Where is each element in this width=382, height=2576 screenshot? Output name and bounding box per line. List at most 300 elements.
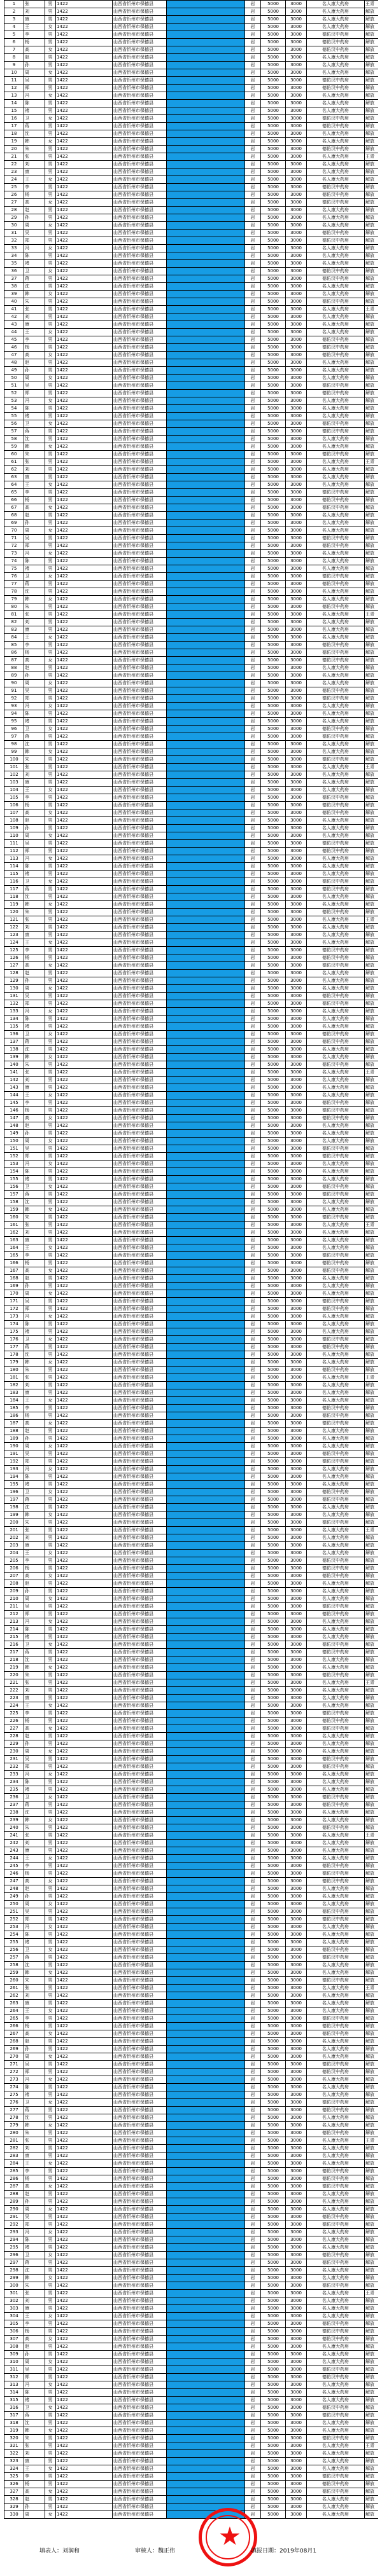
- table-cell: 219: [4, 1664, 24, 1672]
- table-cell: 卫: [24, 1641, 45, 1649]
- table-cell: 1422: [56, 2397, 113, 2404]
- table-cell: 265: [4, 2015, 24, 2023]
- table-row: [4, 1878, 379, 1885]
- table-cell: 名人康大药房: [307, 1924, 365, 1931]
- table-cell: 1422: [56, 2336, 113, 2343]
- table-cell: 名人康大药房: [307, 1084, 365, 1092]
- table-cell: 岩: [245, 1817, 261, 1824]
- table-cell: 1422: [56, 2236, 113, 2244]
- table-cell: 杨: [24, 1870, 45, 1878]
- table-cell: 张: [24, 2137, 45, 2145]
- table-cell: 王青: [365, 1069, 379, 1077]
- table-row: [4, 1229, 379, 1237]
- table-cell: 男: [45, 1801, 56, 1809]
- table-row: [4, 1809, 379, 1817]
- redacted-cell: [167, 1611, 245, 1618]
- table-cell: 岩: [245, 1351, 261, 1359]
- table-cell: 5000: [261, 1115, 286, 1122]
- table-cell: 3000: [286, 8, 307, 16]
- table-cell: 1422: [56, 1588, 113, 1595]
- table-cell: 岩: [245, 932, 261, 939]
- table-cell: 德佑汉中药房: [307, 489, 365, 497]
- table-cell: 男: [45, 230, 56, 237]
- table-cell: 5000: [261, 1672, 286, 1679]
- table-cell: 岩: [245, 169, 261, 176]
- table-cell: 解放: [365, 1336, 379, 1344]
- table-cell: 3000: [286, 24, 307, 31]
- redacted-cell: [167, 359, 245, 367]
- redacted-cell: [167, 1649, 245, 1656]
- table-cell: 男: [45, 2435, 56, 2442]
- table-cell: 3000: [286, 977, 307, 985]
- table-cell: 242: [4, 1840, 24, 1847]
- table-cell: 山西省忻州市保德县: [113, 565, 167, 573]
- table-cell: 名人康大药房: [307, 1290, 365, 1298]
- table-cell: 康: [24, 2152, 45, 2160]
- table-cell: 男: [45, 1931, 56, 1939]
- table-cell: 34: [4, 252, 24, 260]
- table-cell: 山西省忻州市保德县: [113, 1298, 167, 1305]
- table-cell: 解放: [365, 1283, 379, 1290]
- table-cell: 291: [4, 2214, 24, 2221]
- table-cell: 男: [45, 1450, 56, 1458]
- table-cell: 5000: [261, 2114, 286, 2122]
- table-cell: 女: [45, 809, 56, 817]
- table-row: [4, 1756, 379, 1763]
- table-cell: 赵: [24, 1428, 45, 1435]
- table-cell: 3000: [286, 214, 307, 222]
- table-cell: 5000: [261, 1321, 286, 1328]
- table-row: [4, 1542, 379, 1550]
- table-cell: 319: [4, 2427, 24, 2435]
- table-cell: 1422: [56, 1939, 113, 1946]
- table-cell: 山西省忻州市保德县: [113, 1481, 167, 1489]
- table-row: [4, 588, 379, 596]
- table-cell: 解放: [365, 2221, 379, 2229]
- table-cell: 3000: [286, 657, 307, 665]
- table-cell: 5000: [261, 138, 286, 146]
- table-cell: 男: [45, 1229, 56, 1237]
- table-row: [4, 565, 379, 573]
- table-cell: 女: [45, 2511, 56, 2519]
- table-cell: 山西省忻州市保德县: [113, 2236, 167, 2244]
- table-cell: 5000: [261, 2511, 286, 2519]
- table-row: [4, 2381, 379, 2389]
- table-cell: 岩: [245, 733, 261, 741]
- table-row: [4, 2351, 379, 2359]
- redacted-cell: [167, 924, 245, 932]
- table-cell: 5000: [261, 1351, 286, 1359]
- table-cell: 322: [4, 2450, 24, 2458]
- table-cell: 男: [45, 779, 56, 787]
- table-row: [4, 298, 379, 306]
- table-cell: 5000: [261, 1618, 286, 1626]
- table-cell: 女: [45, 397, 56, 405]
- table-cell: 1422: [56, 1222, 113, 1229]
- table-cell: 男: [45, 1756, 56, 1763]
- table-cell: 德佑汉中药房: [307, 573, 365, 581]
- table-row: [4, 1557, 379, 1565]
- table-cell: 5000: [261, 1748, 286, 1756]
- table-cell: 解放: [365, 1779, 379, 1786]
- table-cell: 1422: [56, 2290, 113, 2297]
- table-cell: 岩: [245, 397, 261, 405]
- table-cell: 1422: [56, 214, 113, 222]
- table-cell: 岩: [245, 2511, 261, 2519]
- table-cell: 山西省忻州市保德县: [113, 1840, 167, 1847]
- table-cell: 1422: [56, 1763, 113, 1771]
- table-cell: 3000: [286, 146, 307, 153]
- table-cell: 岩: [245, 2053, 261, 2061]
- redacted-cell: [167, 802, 245, 809]
- table-cell: 山西省忻州市保德县: [113, 1313, 167, 1321]
- table-cell: 3000: [286, 2297, 307, 2305]
- table-cell: 解放: [365, 344, 379, 352]
- table-cell: 男: [45, 2481, 56, 2488]
- redacted-cell: [167, 1931, 245, 1939]
- table-cell: 3000: [286, 1183, 307, 1191]
- table-cell: 23: [4, 169, 24, 176]
- table-cell: 山西省忻州市保德县: [113, 2030, 167, 2038]
- table-row: [4, 1275, 379, 1283]
- table-cell: 王: [24, 176, 45, 184]
- table-cell: 女: [45, 222, 56, 230]
- table-cell: 名人康大药房: [307, 1122, 365, 1130]
- table-row: [4, 794, 379, 802]
- table-row: [4, 2046, 379, 2053]
- table-row: [4, 1367, 379, 1374]
- table-cell: 名人康大药房: [307, 1229, 365, 1237]
- table-cell: 男: [45, 2091, 56, 2099]
- table-cell: 名人康大药房: [307, 1992, 365, 2000]
- table-cell: 1422: [56, 1473, 113, 1481]
- table-cell: 310: [4, 2359, 24, 2366]
- table-cell: 女: [45, 2053, 56, 2061]
- table-cell: 女: [45, 1725, 56, 1733]
- table-cell: 名人康大药房: [307, 306, 365, 313]
- table-cell: 名人康大药房: [307, 466, 365, 474]
- table-cell: 周: [24, 1138, 45, 1145]
- table-cell: 解放: [365, 2191, 379, 2198]
- table-cell: 女: [45, 1618, 56, 1626]
- table-cell: 山西省忻州市保德县: [113, 1626, 167, 1634]
- table-cell: 1422: [56, 1214, 113, 1222]
- table-cell: 94: [4, 710, 24, 718]
- table-cell: 德佑汉中药房: [307, 649, 365, 657]
- table-cell: 韩: [24, 1359, 45, 1367]
- table-cell: 名人康大药房: [307, 558, 365, 565]
- table-cell: 214: [4, 1626, 24, 1634]
- table-row: [4, 191, 379, 199]
- table-cell: 山西省忻州市保德县: [113, 2496, 167, 2504]
- table-cell: 5000: [261, 489, 286, 497]
- table-cell: 陈: [24, 2389, 45, 2397]
- table-cell: 解放: [365, 2320, 379, 2328]
- table-cell: 3000: [286, 443, 307, 451]
- table-cell: 解放: [365, 1153, 379, 1161]
- table-cell: 3000: [286, 115, 307, 123]
- table-cell: 85: [4, 642, 24, 649]
- table-cell: 德佑汉中药房: [307, 2130, 365, 2137]
- table-cell: 5000: [261, 1489, 286, 1496]
- table-cell: 岩: [245, 1222, 261, 1229]
- table-row: [4, 1977, 379, 1985]
- table-cell: 山西省忻州市保德县: [113, 1473, 167, 1481]
- table-cell: 3000: [286, 1367, 307, 1374]
- table-cell: 133: [4, 1008, 24, 1016]
- table-cell: 山西省忻州市保德县: [113, 359, 167, 367]
- table-cell: 3000: [286, 1794, 307, 1801]
- table-cell: 山西省忻州市保德县: [113, 1344, 167, 1351]
- table-cell: 273: [4, 2076, 24, 2084]
- table-cell: 名人康大药房: [307, 2381, 365, 2389]
- table-cell: 女: [45, 443, 56, 451]
- table-cell: 赵: [24, 359, 45, 367]
- table-cell: 岩: [245, 1809, 261, 1817]
- table-cell: 男: [45, 1832, 56, 1840]
- table-row: [4, 2175, 379, 2183]
- table-row: [4, 260, 379, 268]
- table-cell: 1422: [56, 2351, 113, 2359]
- redacted-cell: [167, 1016, 245, 1023]
- table-cell: 解放: [365, 2122, 379, 2130]
- table-cell: 1422: [56, 1611, 113, 1618]
- table-cell: 岩: [245, 1573, 261, 1580]
- table-cell: 名人康大药房: [307, 169, 365, 176]
- table-cell: 名人康大药房: [307, 458, 365, 466]
- table-cell: 解放: [365, 1443, 379, 1450]
- table-cell: 德佑汉中药房: [307, 428, 365, 436]
- table-cell: 德佑汉中药房: [307, 237, 365, 245]
- table-cell: 1422: [56, 1168, 113, 1176]
- table-cell: 岩: [245, 977, 261, 985]
- table-cell: 岩: [245, 2389, 261, 2397]
- table-cell: 解放: [365, 1229, 379, 1237]
- table-row: [4, 1099, 379, 1107]
- table-cell: 1422: [56, 1450, 113, 1458]
- table-cell: 名人康大药房: [307, 443, 365, 451]
- table-cell: 3000: [286, 504, 307, 512]
- redacted-cell: [167, 85, 245, 92]
- table-cell: 1422: [56, 54, 113, 62]
- table-cell: 3000: [286, 2221, 307, 2229]
- table-cell: 岩: [245, 336, 261, 344]
- table-cell: 解放: [365, 878, 379, 886]
- table-cell: 山西省忻州市保德县: [113, 1817, 167, 1824]
- table-cell: 高: [24, 2030, 45, 2038]
- table-cell: 岩: [245, 1336, 261, 1344]
- table-cell: 1422: [56, 69, 113, 77]
- table-cell: 328: [4, 2496, 24, 2504]
- redacted-cell: [167, 558, 245, 565]
- table-cell: 300: [4, 2282, 24, 2290]
- table-cell: 1422: [56, 1779, 113, 1786]
- table-cell: 解放: [365, 1008, 379, 1016]
- table-cell: 赵: [24, 970, 45, 977]
- redacted-cell: [167, 1573, 245, 1580]
- table-cell: 5000: [261, 2175, 286, 2183]
- table-cell: 男: [45, 886, 56, 893]
- table-cell: 48: [4, 359, 24, 367]
- redacted-cell: [167, 1290, 245, 1298]
- table-cell: 3000: [286, 2343, 307, 2351]
- redacted-cell: [167, 306, 245, 313]
- table-cell: 5000: [261, 520, 286, 527]
- table-cell: 112: [4, 848, 24, 855]
- table-cell: 岩: [245, 1176, 261, 1183]
- redacted-cell: [167, 1054, 245, 1061]
- table-cell: 山西省忻州市保德县: [113, 54, 167, 62]
- table-cell: 岩: [245, 2435, 261, 2442]
- table-cell: 高: [24, 1420, 45, 1428]
- table-cell: 解放: [365, 1763, 379, 1771]
- redacted-cell: [167, 1206, 245, 1214]
- table-cell: 286: [4, 2175, 24, 2183]
- table-cell: 解放: [365, 1893, 379, 1901]
- table-cell: 1422: [56, 1344, 113, 1351]
- table-cell: 名人康大药房: [307, 2000, 365, 2008]
- table-cell: 3000: [286, 436, 307, 443]
- table-cell: 名人康大药房: [307, 2084, 365, 2091]
- table-cell: 解放: [365, 2336, 379, 2343]
- table-cell: 3000: [286, 1702, 307, 1710]
- table-cell: 5000: [261, 1061, 286, 1069]
- table-cell: 冯: [24, 2381, 45, 2389]
- table-cell: 郑: [24, 1458, 45, 1466]
- table-cell: 山西省忻州市保德县: [113, 1489, 167, 1496]
- redacted-cell: [167, 1718, 245, 1725]
- table-cell: 韩: [24, 1054, 45, 1061]
- table-cell: 山西省忻州市保德县: [113, 184, 167, 191]
- table-cell: 岩: [245, 268, 261, 275]
- table-cell: 165: [4, 1252, 24, 1260]
- table-cell: 3000: [286, 2427, 307, 2435]
- table-cell: 名人康大药房: [307, 1748, 365, 1756]
- table-cell: 蒋: [24, 1954, 45, 1962]
- table-cell: 1422: [56, 1634, 113, 1641]
- table-cell: 男: [45, 2015, 56, 2023]
- table-cell: 解放: [365, 1061, 379, 1069]
- table-cell: 山西省忻州市保德县: [113, 1435, 167, 1443]
- table-cell: 男: [45, 581, 56, 588]
- table-row: [4, 779, 379, 787]
- redacted-cell: [167, 2313, 245, 2320]
- table-cell: 3000: [286, 451, 307, 458]
- table-row: [4, 1023, 379, 1031]
- table-cell: 5000: [261, 1985, 286, 1992]
- table-cell: 岩: [245, 1878, 261, 1885]
- table-cell: 1422: [56, 2061, 113, 2069]
- table-row: [4, 1672, 379, 1679]
- table-row: [4, 2069, 379, 2076]
- redacted-cell: [167, 1550, 245, 1557]
- redacted-cell: [167, 962, 245, 970]
- table-cell: 1422: [56, 710, 113, 718]
- table-cell: 3000: [286, 420, 307, 428]
- table-cell: 104: [4, 787, 24, 794]
- table-cell: 男: [45, 85, 56, 92]
- table-cell: 5000: [261, 1550, 286, 1557]
- table-cell: 德佑汉中药房: [307, 1794, 365, 1801]
- table-cell: 解放: [365, 451, 379, 458]
- table-cell: 3000: [286, 2320, 307, 2328]
- table-cell: 5000: [261, 954, 286, 962]
- table-cell: 10: [4, 69, 24, 77]
- table-cell: 3000: [286, 428, 307, 436]
- table-cell: 3000: [286, 413, 307, 420]
- table-cell: 卫: [24, 2252, 45, 2259]
- table-cell: 山西省忻州市保德县: [113, 344, 167, 352]
- table-cell: 女: [45, 2359, 56, 2366]
- table-cell: 3000: [286, 1435, 307, 1443]
- table-cell: 蒋: [24, 428, 45, 436]
- table-cell: 山西省忻州市保德县: [113, 1, 167, 8]
- table-cell: 山西省忻州市保德县: [113, 2404, 167, 2412]
- table-cell: 1422: [56, 2282, 113, 2290]
- table-cell: 山西省忻州市保德县: [113, 520, 167, 527]
- table-cell: 山西省忻州市保德县: [113, 352, 167, 359]
- table-cell: 5000: [261, 1199, 286, 1206]
- table-cell: 5000: [261, 100, 286, 107]
- table-cell: 155: [4, 1176, 24, 1183]
- table-cell: 褚: [24, 2244, 45, 2252]
- table-cell: 1422: [56, 390, 113, 397]
- table-cell: 181: [4, 1374, 24, 1382]
- table-cell: 274: [4, 2084, 24, 2091]
- table-row: [4, 489, 379, 497]
- table-row: [4, 1855, 379, 1863]
- table-cell: 解放: [365, 443, 379, 451]
- redacted-cell: [167, 1779, 245, 1786]
- table-cell: 21: [4, 153, 24, 161]
- table-cell: 1422: [56, 230, 113, 237]
- table-cell: 1422: [56, 1954, 113, 1962]
- table-cell: 5000: [261, 291, 286, 298]
- table-cell: 岩: [245, 1664, 261, 1672]
- table-cell: 女: [45, 962, 56, 970]
- table-cell: 名人康大药房: [307, 1443, 365, 1450]
- table-cell: 高: [24, 46, 45, 54]
- table-cell: 山西省忻州市保德县: [113, 2397, 167, 2404]
- table-cell: 5000: [261, 1824, 286, 1832]
- table-cell: 男: [45, 405, 56, 413]
- table-row: [4, 748, 379, 756]
- table-cell: 1422: [56, 1138, 113, 1145]
- table-cell: 1422: [56, 1542, 113, 1550]
- table-cell: 名人康大药房: [307, 779, 365, 787]
- table-cell: 韩: [24, 138, 45, 146]
- table-cell: 周: [24, 680, 45, 687]
- table-row: [4, 329, 379, 336]
- table-row: [4, 1840, 379, 1847]
- table-cell: 岩: [245, 420, 261, 428]
- table-cell: 解放: [365, 260, 379, 268]
- table-cell: 岩: [245, 1344, 261, 1351]
- table-cell: 岩: [245, 573, 261, 581]
- table-cell: 卫: [24, 115, 45, 123]
- table-cell: 143: [4, 1084, 24, 1092]
- table-cell: 1422: [56, 1389, 113, 1397]
- table-cell: 3000: [286, 527, 307, 535]
- table-cell: 岩: [245, 1450, 261, 1458]
- table-cell: 解放: [365, 138, 379, 146]
- table-cell: 5000: [261, 939, 286, 947]
- table-cell: 5000: [261, 1435, 286, 1443]
- table-cell: 279: [4, 2122, 24, 2130]
- table-cell: 201: [4, 1527, 24, 1534]
- table-row: [4, 2343, 379, 2351]
- table-row: [4, 909, 379, 916]
